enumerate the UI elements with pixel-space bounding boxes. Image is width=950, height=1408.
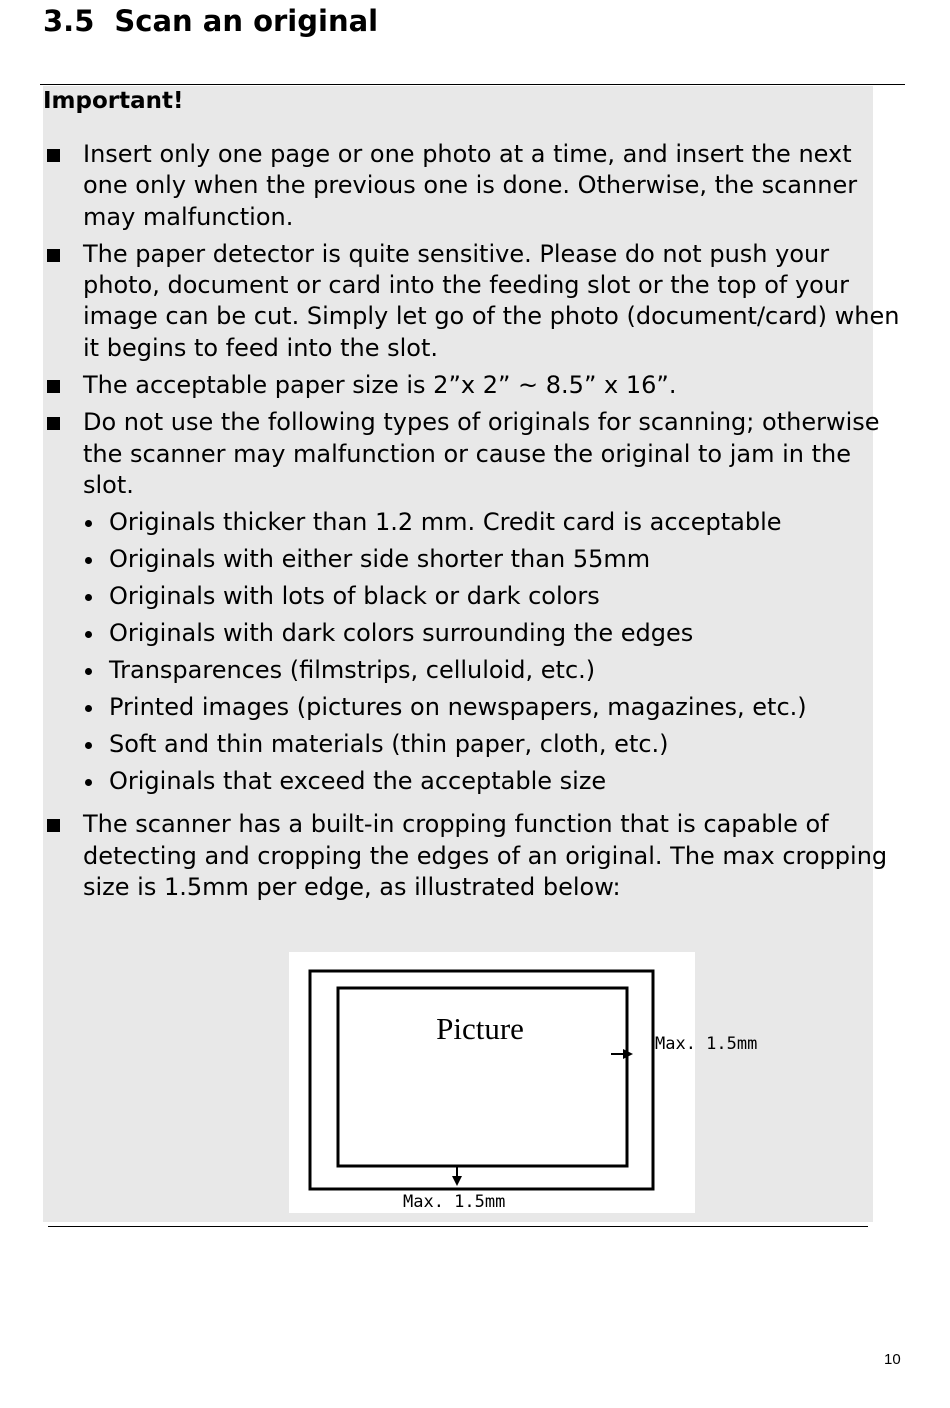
section-title: Scan an original <box>114 4 379 38</box>
sub-list-item-text: Originals with lots of black or dark colors <box>109 582 600 611</box>
dot-bullet-icon <box>85 631 92 638</box>
bottom-margin-label: Max. 1.5mm <box>403 1192 506 1212</box>
important-heading: Important! <box>43 88 184 114</box>
section-heading <box>43 4 378 38</box>
list-item <box>43 370 903 401</box>
cropping-illustration <box>289 952 695 1213</box>
sub-list-item <box>83 581 903 612</box>
down-arrow-icon <box>452 1176 462 1186</box>
sub-list-item <box>83 766 903 797</box>
sub-list-item-text: Originals with dark colors surrounding the edges <box>109 619 694 648</box>
important-list <box>43 139 903 909</box>
picture-label: Picture <box>436 1011 524 1046</box>
original-outer-border <box>310 971 653 1189</box>
sub-list-item-text: Soft and thin materials (thin paper, cloth, etc.) <box>109 730 669 759</box>
list-item <box>43 809 903 903</box>
sub-list-item <box>83 692 903 723</box>
bottom-divider <box>48 1226 868 1227</box>
sub-list-item <box>83 618 903 649</box>
sub-list-item-text: Originals with either side shorter than 55mm <box>109 545 651 574</box>
page-number: 10 <box>884 1351 901 1368</box>
top-divider <box>40 84 905 85</box>
square-bullet-icon <box>47 417 60 430</box>
list-item-text: The scanner has a built-in cropping function that is capable of detecting and cropping the edges of an original. The max cropping size is 1.5mm per edge, as illustrated below: <box>83 810 888 901</box>
right-margin-label: Max. 1.5mm <box>655 1034 758 1054</box>
list-item-text: The acceptable paper size is 2”x 2” ~ 8.5” x 16”. <box>83 371 677 400</box>
list-item <box>43 407 903 797</box>
list-item <box>43 239 903 364</box>
sub-list-item <box>83 544 903 575</box>
dot-bullet-icon <box>85 742 92 749</box>
square-bullet-icon <box>47 149 60 162</box>
sub-list-item <box>83 507 903 538</box>
dot-bullet-icon <box>85 705 92 712</box>
list-item <box>43 139 903 233</box>
dot-bullet-icon <box>85 594 92 601</box>
dot-bullet-icon <box>85 520 92 527</box>
sub-list-item-text: Transparences (filmstrips, celluloid, etc.) <box>109 656 596 685</box>
sub-list-item-text: Printed images (pictures on newspapers, magazines, etc.) <box>109 693 807 722</box>
square-bullet-icon <box>47 380 60 393</box>
section-number: 3.5 <box>43 4 95 38</box>
list-item-text: Do not use the following types of originals for scanning; otherwise the scanner may malfunction or cause the original to jam in the slot. <box>83 408 880 499</box>
dot-bullet-icon <box>85 779 92 786</box>
unsupported-originals-list <box>83 507 903 797</box>
sub-list-item <box>83 729 903 760</box>
dot-bullet-icon <box>85 557 92 564</box>
sub-list-item <box>83 655 903 686</box>
sub-list-item-text: Originals thicker than 1.2 mm. Credit card is acceptable <box>109 508 782 537</box>
square-bullet-icon <box>47 249 60 262</box>
sub-list-item-text: Originals that exceed the acceptable size <box>109 767 607 796</box>
square-bullet-icon <box>47 819 60 832</box>
dot-bullet-icon <box>85 668 92 675</box>
cropping-diagram <box>289 952 695 1213</box>
list-item-text: Insert only one page or one photo at a time, and insert the next one only when the previous one is done. Otherwise, the scanner may malfunction. <box>83 140 858 231</box>
list-item-text: The paper detector is quite sensitive. Please do not push your photo, document or card into the feeding slot or the top of your image can be cut. Simply let go of the photo (document/card) when it begins to feed into the slot. <box>83 239 900 362</box>
